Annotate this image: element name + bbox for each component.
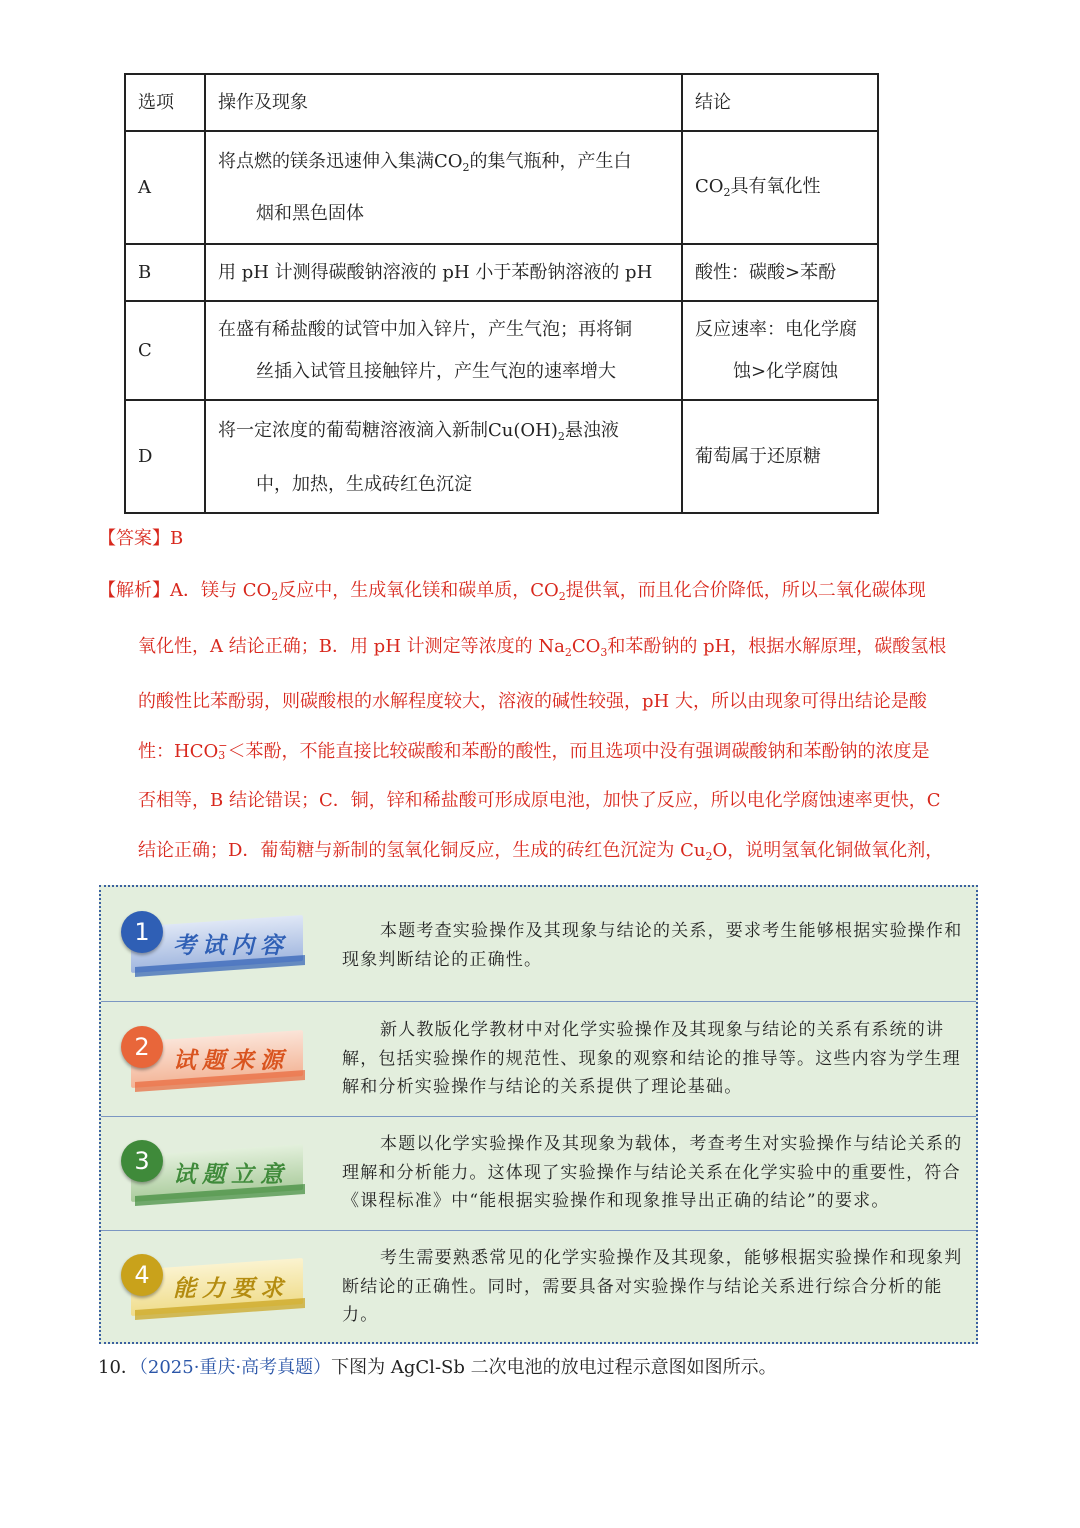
info-row-exam-content — [101, 887, 976, 1002]
conclusion-cell: 葡萄属于还原糖 — [682, 400, 878, 513]
info-text: 新人教版化学教材中对化学实验操作及其现象与结论的关系有系统的讲解，包括实验操作的规范性、现象的观察和结论的推导等。这些内容为学生理解和分析实验操作与结论的关系提供了理论基础。 — [342, 1020, 961, 1097]
analysis-line: 的酸性比苯酚弱，则碳酸根的水解程度较大，溶液的碱性较强，pH 大，所以由现象可得出结论是酸 — [138, 691, 927, 713]
analysis-line: 结论正确；D．葡萄糖与新制的氢氧化铜反应，生成的砖红色沉淀为 $Cu_2O$，说明氢氧化铜做氧化剂， — [138, 839, 944, 863]
option-cell: A — [125, 131, 205, 244]
option-cell: D — [125, 400, 205, 513]
option-cell: C — [125, 301, 205, 400]
operation-cell — [205, 400, 682, 513]
conclusion-line: 反应速率：电化学腐 — [695, 318, 857, 340]
badge-number: 1 — [121, 911, 163, 953]
badge — [121, 1028, 303, 1088]
answer-value: B — [170, 528, 184, 549]
info-text: 本题以化学实验操作及其现象为载体，考查考生对实验操作与结论关系的理解和分析能力。这体现了实验操作与结论关系在化学实验中的重要性，符合《课程标准》中“能根据实验操作和现象推导出正确的结论”的要求。 — [342, 1134, 963, 1211]
analysis-line: 性：HCO − 3 ＜苯酚，不能直接比较碳酸和苯酚的酸性，而且选项中没有强调碳酸钠和苯酚钠的浓度是 — [138, 738, 930, 762]
operation-line: 在盛有稀盐酸的试管中加入锌片，产生气泡；再将铜 — [218, 318, 632, 340]
table-row — [125, 244, 878, 301]
badge — [121, 1256, 303, 1316]
operation-line: 丝插入试管且接触锌片，产生气泡的速率增大 — [256, 360, 616, 382]
question-text: 下图为 AgCl-Sb 二次电池的放电过程示意图如图所示。 — [331, 1357, 777, 1378]
table-header-row — [125, 74, 878, 131]
analysis-line: 氧化性，A 结论正确；B．用 pH 计测定等浓度的 $Na_2CO_3$和苯酚钠的 pH，根据水解原理，碳酸氢根 — [138, 635, 947, 659]
header-option: 选项 — [125, 74, 205, 131]
question-number: 10． — [98, 1357, 139, 1378]
analysis — [98, 566, 983, 931]
operation-line: 将一定浓度的葡萄糖溶液滴入新制$Cu(OH)_2$悬浊液 — [218, 419, 619, 443]
operation-line: 中，加热，生成砖红色沉淀 — [256, 473, 472, 495]
info-row-question-intent — [101, 1116, 976, 1231]
operation-cell — [205, 301, 682, 400]
operation-cell: 用 pH 计测得碳酸钠溶液的 pH 小于苯酚钠溶液的 pH — [205, 244, 682, 301]
analysis-label: 【解析】 — [98, 580, 170, 601]
badge-number: 4 — [121, 1254, 163, 1296]
question-source: （2025·重庆·高考真题） — [138, 1357, 332, 1378]
badge — [121, 1142, 303, 1202]
header-conclusion: 结论 — [682, 74, 878, 131]
badge-title: 考试内容 — [173, 933, 289, 959]
badge — [121, 913, 303, 973]
conclusion-cell: $CO_2$具有氧化性 — [682, 131, 878, 244]
question-table — [124, 73, 879, 514]
badge-number: 3 — [121, 1140, 163, 1182]
conclusion-cell — [682, 301, 878, 400]
info-text: 考生需要熟悉常见的化学实验操作及其现象，能够根据实验操作和现象判断结论的正确性。同时，需要具备对实验操作与结论关系进行综合分析的能力。 — [342, 1248, 963, 1325]
conclusion-line: 蚀>化学腐蚀 — [733, 360, 839, 382]
analysis-line: 否相等，B 结论错误；C．铜，锌和稀盐酸可形成原电池，加快了反应，所以电化学腐蚀速率更快，C — [138, 790, 941, 812]
info-row-ability-requirement — [101, 1230, 976, 1344]
table-row — [125, 400, 878, 513]
operation-line: 将点燃的镁条迅速伸入集满$CO_2$的集气瓶种，产生白 — [218, 150, 632, 174]
badge-title: 试题来源 — [173, 1048, 289, 1074]
option-cell: B — [125, 244, 205, 301]
answer-label: 【答案】 — [98, 528, 170, 549]
badge-title: 试题立意 — [173, 1162, 289, 1188]
operation-cell — [205, 131, 682, 244]
info-text: 本题考查实验操作及其现象与结论的关系，要求考生能够根据实验操作和现象判断结论的正确性。 — [342, 921, 963, 970]
operation-line: 烟和黑色固体 — [256, 202, 364, 224]
info-box — [99, 885, 978, 1344]
conclusion-cell: 酸性：碳酸>苯酚 — [682, 244, 878, 301]
answer — [98, 526, 183, 552]
header-operation: 操作及现象 — [205, 74, 682, 131]
question-10 — [98, 1355, 777, 1381]
table-row — [125, 131, 878, 244]
badge-title: 能力要求 — [173, 1276, 289, 1302]
badge-number: 2 — [121, 1026, 163, 1068]
info-row-question-source — [101, 1002, 976, 1117]
analysis-line: 【解析】A．镁与 $CO_2$反应中，生成氧化镁和碳单质，$CO_2$提供氧，而且化合价降低，所以二氧化碳体现 — [98, 580, 926, 603]
table-row — [125, 301, 878, 400]
